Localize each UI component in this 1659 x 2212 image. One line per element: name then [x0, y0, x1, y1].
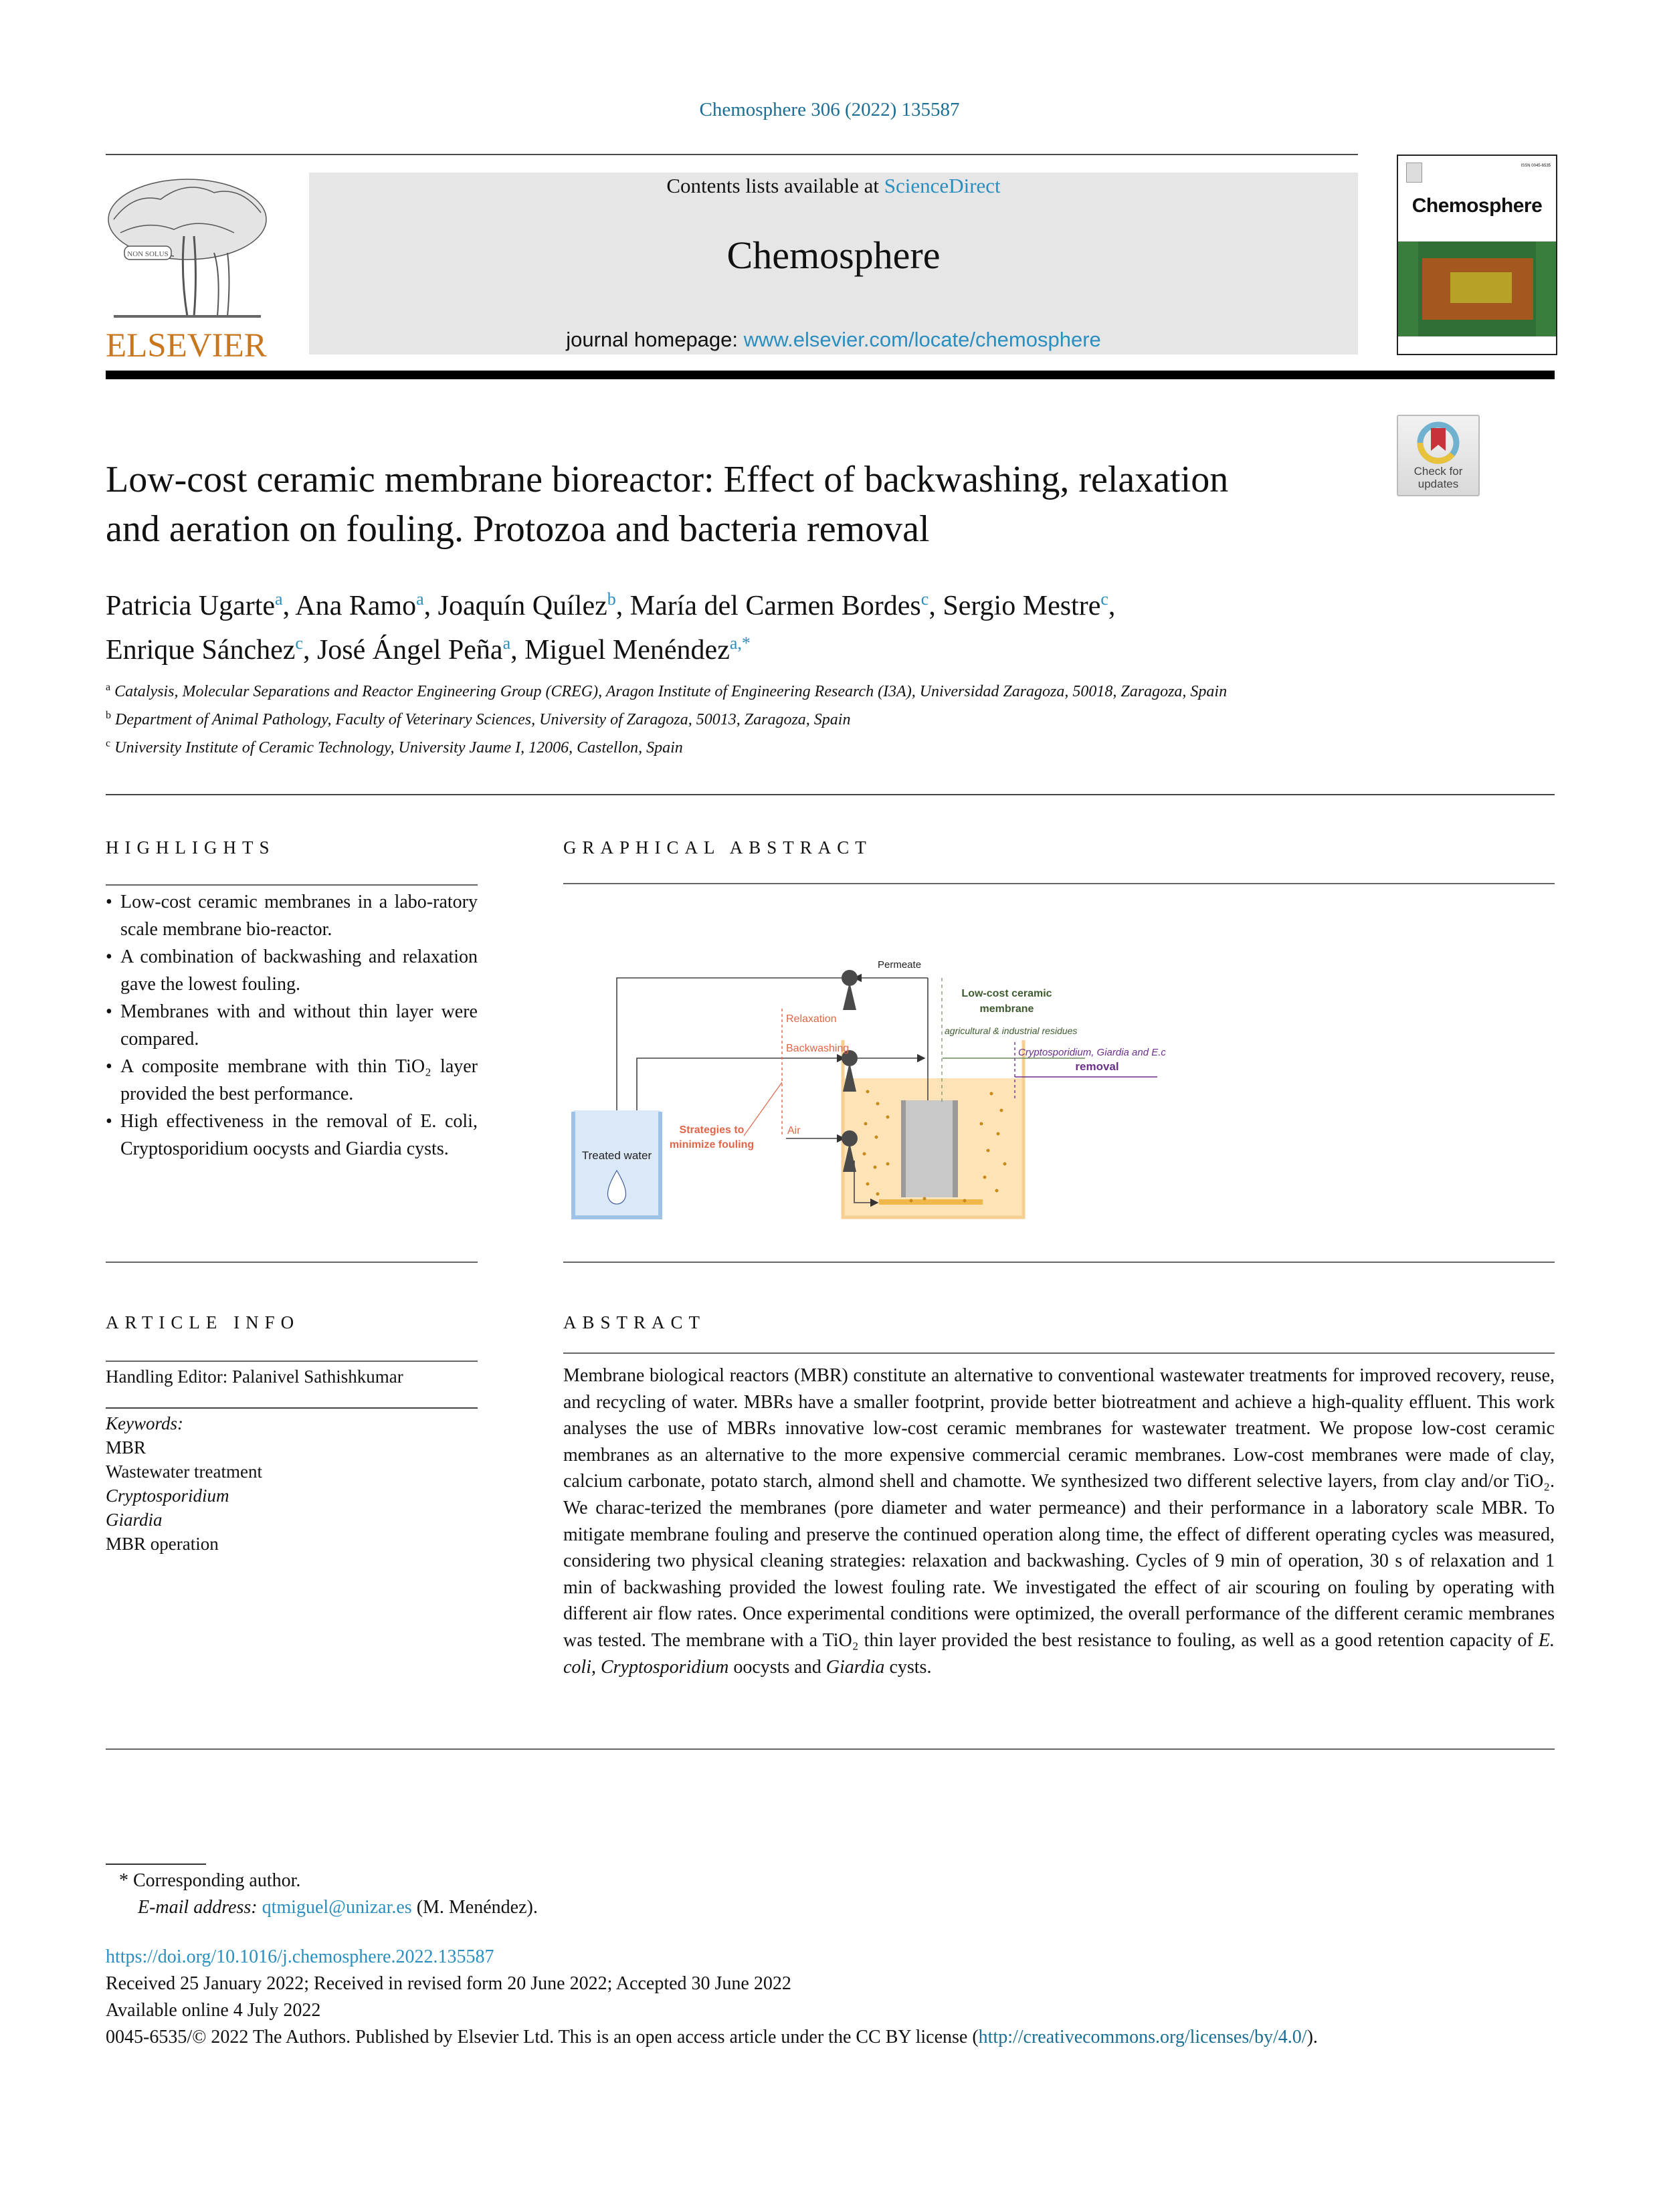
author-affiliation-marker[interactable]: a — [502, 633, 511, 653]
article-title — [106, 455, 1377, 554]
cover-issn: ISSN 0045-6535 — [1521, 164, 1551, 168]
svg-text:Permeate: Permeate — [878, 959, 922, 971]
author-name[interactable]: Joaquín Quílez — [437, 591, 607, 621]
article-title-line-2: and aeration on fouling. Protozoa and bacteria removal — [106, 508, 930, 550]
graphical-abstract-figure — [563, 923, 1165, 1244]
author-name[interactable]: José Ángel Peña — [316, 635, 503, 666]
article-title-line-1: Low-cost ceramic membrane bioreactor: Effect of backwashing, relaxation — [106, 459, 1229, 500]
highlight-item: • High effectiveness in the removal of E. coli, Cryptosporidium oocysts and Giardia cysts. — [106, 1108, 478, 1163]
svg-text:Strategies to: Strategies to — [679, 1124, 745, 1136]
header-thick-rule — [106, 371, 1555, 379]
article-info-rule — [106, 1361, 478, 1362]
affiliations — [106, 676, 1444, 760]
footnote-rule — [106, 1864, 206, 1865]
author-affiliation-marker[interactable]: c — [1100, 589, 1108, 609]
author-name[interactable]: Ana Ramo — [295, 591, 417, 621]
handling-editor: Handling Editor: Palanivel Sathishkumar — [106, 1367, 403, 1387]
author-name[interactable]: Sergio Mestre — [943, 591, 1101, 621]
author-name[interactable]: Patricia Ugarte — [106, 591, 276, 621]
author-line-1: Patricia Ugarte$^a$, Ana Ramo$^a$, Joaquín Quílez$^b$, María del Carmen Bordes$^c$, Sergio Mestre$^c$, — [106, 589, 1116, 621]
affiliation-rule — [106, 794, 1555, 795]
author-name[interactable]: Enrique Sánchez — [106, 635, 296, 666]
svg-text:Check for: Check for — [1413, 465, 1463, 478]
corresponding-author-note: * Corresponding author. — [119, 1870, 301, 1891]
keywords-label: Keywords: — [106, 1413, 183, 1433]
sciencedirect-link[interactable]: ScienceDirect — [884, 174, 1001, 197]
keywords-list — [106, 1411, 262, 1556]
doi-link[interactable]: https://doi.org/10.1016/j.chemosphere.2022.135587 — [106, 1946, 494, 1967]
keyword-item: Cryptosporidium — [106, 1486, 229, 1506]
journal-cover-thumbnail[interactable] — [1397, 155, 1557, 355]
abstract-rule — [563, 1352, 1555, 1354]
author-line-2: Enrique Sánchez$^c$, José Ángel Peña$^a$, Miguel Menéndez$^{a,*}$ — [106, 633, 751, 666]
svg-text:Relaxation: Relaxation — [786, 1013, 837, 1025]
keywords-rule — [106, 1407, 478, 1409]
article-history: Received 25 January 2022; Received in revised form 20 June 2022; Accepted 30 June 2022 — [106, 1973, 791, 1994]
contents-line — [309, 174, 1358, 198]
svg-text:Low-cost ceramic: Low-cost ceramic — [961, 988, 1052, 999]
svg-text:agricultural & industrial resi: agricultural & industrial residues — [945, 1025, 1078, 1036]
author-affiliation-marker[interactable]: c — [920, 589, 929, 609]
highlight-item: • Low-cost ceramic membranes in a labo-ratory scale membrane bio-reactor. — [106, 888, 478, 943]
journal-homepage-link[interactable]: www.elsevier.com/locate/chemosphere — [743, 328, 1101, 351]
keyword-item: MBR — [106, 1437, 147, 1457]
author-affiliation-marker[interactable]: a — [275, 589, 283, 609]
cover-title: Chemosphere — [1411, 195, 1543, 217]
email-link[interactable]: qtmiguel@unizar.es — [262, 1897, 412, 1918]
cover-image — [1398, 241, 1556, 336]
article-info-heading: ARTICLE INFO — [106, 1312, 300, 1332]
svg-text:Backwashing: Backwashing — [786, 1043, 850, 1054]
svg-text:updates: updates — [1418, 478, 1459, 490]
journal-reference-link[interactable]: Chemosphere 306 (2022) 135587 — [699, 99, 960, 120]
email-label: E-mail address: — [138, 1897, 258, 1918]
elsevier-tree-icon — [100, 173, 274, 326]
svg-text:NON SOLUS: NON SOLUS — [127, 250, 169, 258]
homepage-prefix: journal homepage: — [566, 328, 744, 351]
keyword-item: Wastewater treatment — [106, 1462, 262, 1482]
homepage-line — [309, 328, 1358, 352]
license-line: 0045-6535/© 2022 The Authors. Published by Elsevier Ltd. This is an open access article under the CC BY license (http://creativecommons.org/licenses/by/4.0/). — [106, 2027, 1318, 2047]
highlights-heading: HIGHLIGHTS — [106, 837, 276, 858]
abstract-bottom-rule — [106, 1748, 1555, 1750]
author-affiliation-marker[interactable]: a — [416, 589, 424, 609]
keyword-item: MBR operation — [106, 1534, 219, 1554]
crossmark-icon — [1398, 416, 1478, 495]
elsevier-wordmark: ELSEVIER — [106, 327, 267, 365]
email-owner: (M. Menéndez). — [411, 1897, 538, 1918]
svg-text:Treated water: Treated water — [581, 1149, 652, 1162]
journal-title: Chemosphere — [726, 233, 941, 277]
bioreactor-tank — [843, 1040, 1023, 1217]
treated-water-tank — [573, 1110, 660, 1217]
author-affiliation-marker[interactable]: b — [607, 589, 616, 609]
author-list — [106, 581, 1510, 669]
check-for-updates-button[interactable] — [1397, 415, 1480, 496]
keyword-item: Giardia — [106, 1510, 163, 1530]
author-affiliation-marker[interactable]: c — [295, 633, 303, 653]
license-link[interactable]: http://creativecommons.org/licenses/by/4.0/ — [978, 2027, 1307, 2047]
available-online: Available online 4 July 2022 — [106, 2000, 321, 2021]
header-rule — [106, 154, 1358, 155]
svg-text:Cryptosporidium, Giardia and E: Cryptosporidium, Giardia and E.coli — [1018, 1047, 1165, 1058]
graphical-abstract-rule — [563, 883, 1555, 884]
author-name[interactable]: María del Carmen Bordes — [629, 591, 921, 621]
abstract-body: Membrane biological reactors (MBR) constitute an alternative to conventional wastewater treatments for improved recovery, reuse, and recycling of water. MBRs have a smaller footprint, provide better biotreatment and achieve a high-quality effluent. This work analyses the use of MBRs innovative low-cost ceramic membranes for wastewater treatment. We propose low-cost ceramic membranes as an alternative to the more expensive commercial ceramic membranes. Low-cost membranes were made of clay, calcium carbonate, potato starch, almond shell and chamotte. We synthesized two different selective layers, from clay and/or TiO₂. We charac-terized the membranes (pore diameter and water permeance) and their performance in a laboratory scale MBR. To mitigate membrane fouling and preserve the continued operation along time, the effect of different operating cycles was measured, considering two physical cleaning strategies: relaxation and backwashing. Cycles of 9 min of operation, 30 s of relaxation and 1 min of backwashing provided the lowest fouling rate. We investigated the effect of air scouring on fouling by operating with different air flow rates. Once experimental conditions were optimized, the overall performance of the different ceramic membranes was tested. The membrane with a TiO₂ thin layer provided the best resistance to fouling, as well as a good retention capacity of E. coli, Cryptosporidium oocysts and Giardia cysts. — [563, 1365, 1555, 1678]
affiliation-b: $^b$ Department of Animal Pathology, Faculty of Veterinary Sciences, University of Zaragoza, 50013, Zaragoza, Spain — [106, 710, 851, 728]
svg-text:Air: Air — [787, 1125, 801, 1136]
graphical-abstract-bottom-rule — [563, 1262, 1555, 1263]
author-name[interactable]: Miguel Menéndez — [524, 635, 730, 666]
cover-elsevier-mini-logo — [1406, 163, 1422, 183]
highlights-list — [106, 888, 478, 1163]
svg-text:membrane: membrane — [979, 1003, 1034, 1015]
abstract-heading: ABSTRACT — [563, 1312, 706, 1332]
author-affiliation-marker[interactable]: a,* — [729, 633, 751, 653]
highlight-item: • A combination of backwashing and relaxation gave the lowest fouling. — [106, 943, 478, 998]
svg-text:minimize fouling: minimize fouling — [669, 1139, 755, 1150]
svg-text:removal: removal — [1075, 1060, 1119, 1073]
affiliation-c: $^c$ University Institute of Ceramic Technology, University Jaume I, 12006, Castellon, Spain — [106, 738, 683, 757]
graphical-abstract-heading: GRAPHICAL ABSTRACT — [563, 837, 872, 858]
email-line — [138, 1894, 538, 1921]
highlight-item: • A composite membrane with thin TiO₂ layer provided the best performance. — [106, 1053, 478, 1108]
affiliation-a: $^a$ Catalysis, Molecular Separations and Reactor Engineering Group (CREG), Aragon Institute of Engineering Research (I3A), Universidad Zaragoza, 50018, Zaragoza, Spain — [106, 682, 1228, 700]
highlights-rule — [106, 884, 478, 886]
highlight-item: • Membranes with and without thin layer were compared. — [106, 998, 478, 1053]
highlights-bottom-rule — [106, 1262, 478, 1263]
contents-prefix: Contents lists available at — [666, 174, 884, 197]
